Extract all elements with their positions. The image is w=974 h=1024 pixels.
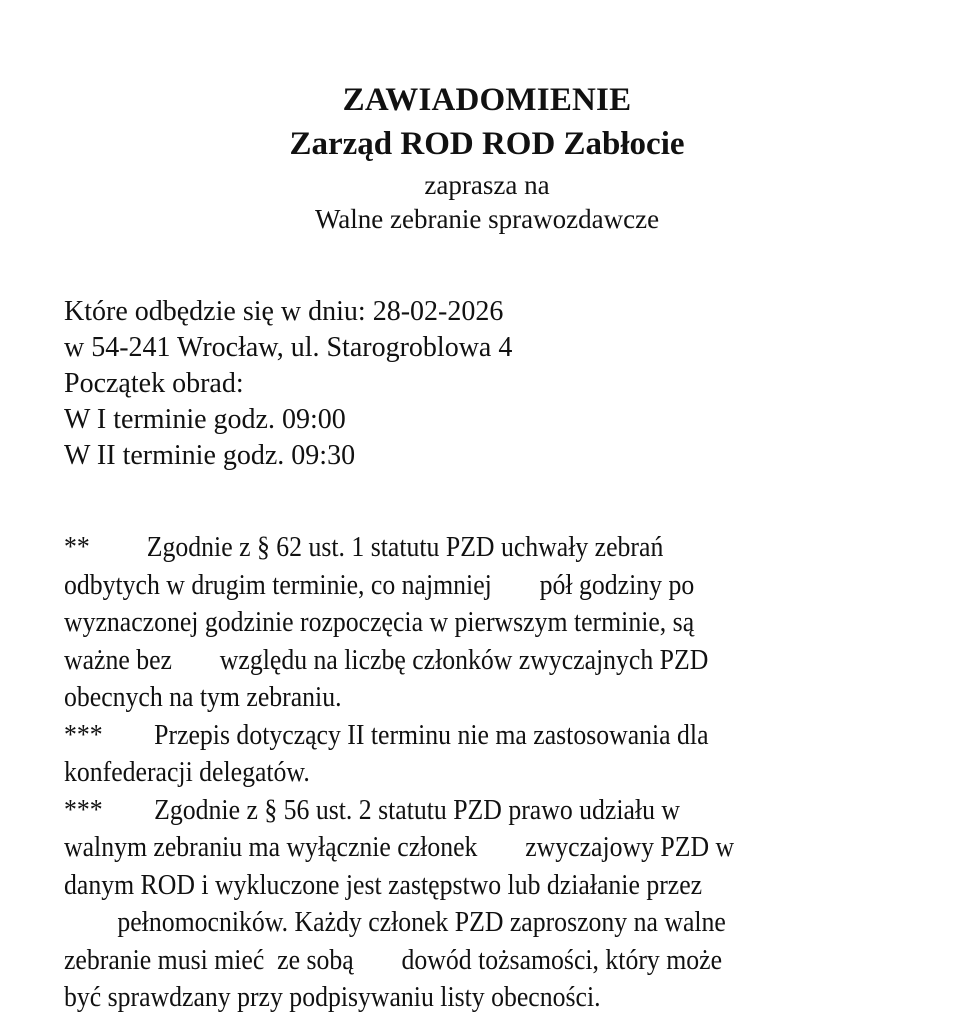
note-3-line: danym ROD i wykluczone jest zastępstwo lub działanie przez bbox=[64, 869, 703, 901]
note-1-marker: ** bbox=[64, 532, 90, 563]
note-2-marker: *** bbox=[64, 719, 103, 751]
note-3-text: zebranie musi mieć ze sobą bbox=[64, 944, 354, 976]
note-1-line: obecnych na tym zebraniu. bbox=[64, 682, 342, 713]
note-1-text: względu na liczbę członków zwyczajnych PZD bbox=[219, 644, 709, 676]
note-3-text: zwyczajowy PZD w bbox=[525, 832, 735, 863]
note-3-text: pełnomocników. Każdy członek PZD zaproszony na walne bbox=[117, 907, 726, 938]
notice-header bbox=[0, 78, 974, 236]
note-2-text: Przepis dotyczący II terminu nie ma zastosowania dla bbox=[154, 719, 709, 751]
note-3-marker: *** bbox=[64, 794, 103, 826]
notice-title: ZAWIADOMIENIE bbox=[342, 82, 632, 118]
first-term-time: W I terminie godz. 09:00 bbox=[64, 404, 346, 435]
note-3-text: Zgodnie z § 56 ust. 2 statutu PZD prawo udziału w bbox=[154, 794, 681, 826]
notice-issuer: Zarząd ROD ROD Zabłocie bbox=[289, 126, 685, 162]
meeting-address: w 54-241 Wrocław, ul. Starogroblowa 4 bbox=[64, 332, 513, 363]
meeting-details bbox=[64, 294, 512, 474]
note-1-line bbox=[64, 529, 855, 567]
second-term-time: W II terminie godz. 09:30 bbox=[64, 440, 356, 471]
start-label: Początek obrad: bbox=[64, 368, 244, 399]
note-3-line bbox=[64, 942, 855, 980]
note-3-line: być sprawdzany przy podpisywaniu listy obecności. bbox=[64, 982, 601, 1013]
note-3-text: walnym zebraniu ma wyłącznie członek bbox=[64, 832, 478, 863]
note-1-line: wyznaczonej godzinie rozpoczęcia w pierwszym terminie, są bbox=[64, 607, 695, 638]
note-1-text: ważne bez bbox=[64, 644, 172, 676]
note-3-line bbox=[64, 829, 855, 867]
note-1-line bbox=[64, 642, 855, 680]
meeting-name: Walne zebranie sprawozdawcze bbox=[314, 204, 660, 234]
note-1-text: odbytych w drugim terminie, co najmniej bbox=[64, 569, 492, 601]
note-2-line: konfederacji delegatów. bbox=[64, 757, 310, 788]
note-1-line bbox=[64, 567, 855, 605]
meeting-date: Które odbędzie się w dniu: 28-02-2026 bbox=[64, 296, 504, 327]
invite-text: zaprasza na bbox=[424, 170, 550, 200]
note-3-line bbox=[64, 792, 855, 830]
legal-notes bbox=[64, 529, 855, 1017]
note-1-text: pół godziny po bbox=[539, 569, 695, 601]
note-1-text: Zgodnie z § 62 ust. 1 statutu PZD uchwały zebrań bbox=[146, 532, 664, 563]
note-3-line bbox=[64, 904, 855, 942]
note-3-text: dowód tożsamości, który może bbox=[401, 944, 723, 976]
note-2-line bbox=[64, 717, 855, 755]
